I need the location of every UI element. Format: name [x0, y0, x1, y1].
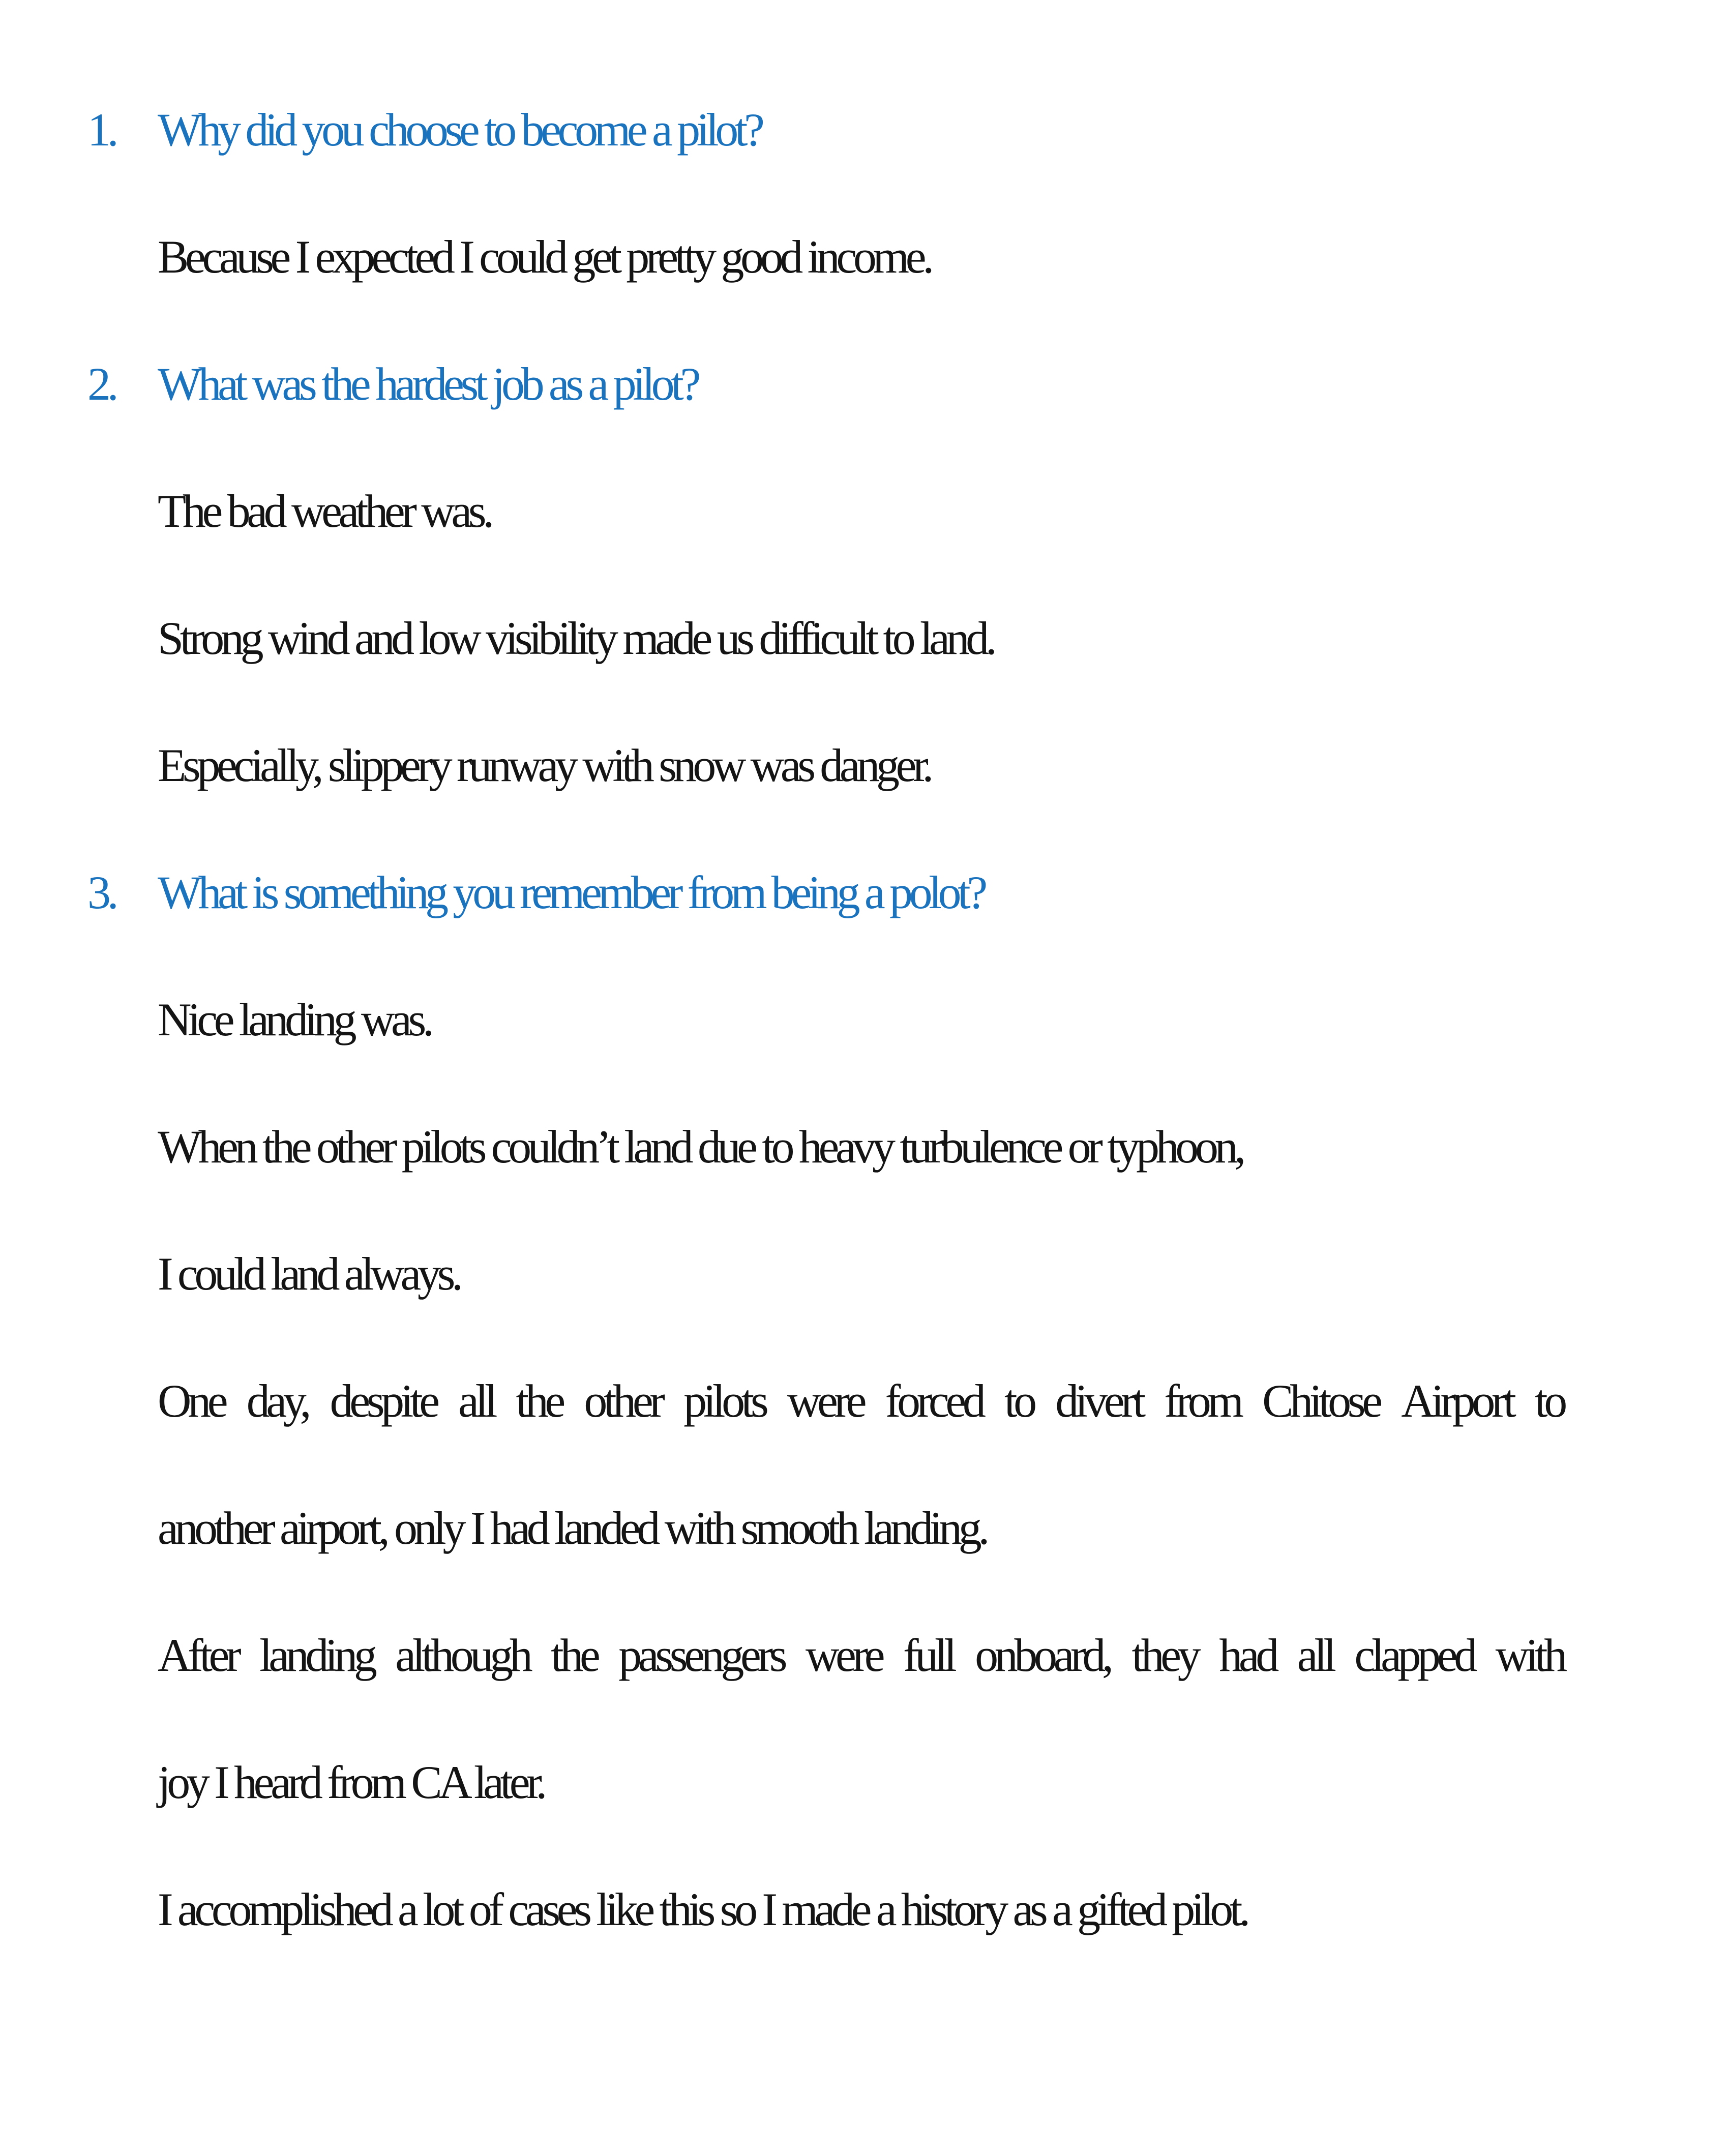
answer-line: Nice landing was. — [158, 994, 431, 1045]
list-number-2: 2. — [87, 358, 115, 410]
word: onboard, — [975, 1629, 1110, 1681]
word: were — [805, 1629, 882, 1681]
word: other — [584, 1375, 662, 1427]
word: all — [1297, 1629, 1333, 1681]
word: with — [1495, 1629, 1564, 1681]
question-line-1 — [0, 66, 1728, 193]
word: the — [551, 1629, 597, 1681]
answer-line: I accomplished a lot of cases like this so I made a history as a gifted pilot. — [158, 1883, 1247, 1935]
answer-line: Especially, slippery runway with snow was danger. — [158, 739, 930, 791]
word: from — [1164, 1375, 1240, 1427]
word: despite — [330, 1375, 436, 1427]
word: One — [158, 1375, 225, 1427]
question-text-3: What is something you remember from being a polot? — [158, 866, 984, 918]
word: divert — [1055, 1375, 1142, 1427]
answer-line: another airport, only I had landed with smooth landing. — [158, 1502, 986, 1554]
answer-line: When the other pilots couldn’t land due to heavy turbulence or typhoon, — [158, 1121, 1242, 1173]
answer-line: Strong wind and low visibility made us difficult to land. — [158, 612, 994, 664]
list-number-3: 3. — [87, 866, 115, 918]
word: landing — [259, 1629, 374, 1681]
question-line-2 — [0, 320, 1728, 447]
word: all — [458, 1375, 494, 1427]
word: they — [1131, 1629, 1198, 1681]
answer-line: joy I heard from CA later. — [158, 1756, 544, 1808]
word: clapped — [1354, 1629, 1474, 1681]
word: day, — [246, 1375, 308, 1427]
word: passengers — [618, 1629, 784, 1681]
answer-line: Because I expected I could get pretty good income. — [158, 231, 931, 283]
word: to — [1004, 1375, 1033, 1427]
word: the — [516, 1375, 562, 1427]
answer-line — [0, 1337, 1728, 1464]
word: were — [787, 1375, 863, 1427]
answer-line: The bad weather was. — [158, 485, 491, 537]
word: had — [1219, 1629, 1275, 1681]
word: full — [903, 1629, 954, 1681]
question-line-3 — [0, 829, 1728, 956]
answer-line: I could land always. — [158, 1248, 460, 1300]
word: to — [1535, 1375, 1564, 1427]
list-number-1: 1. — [87, 104, 115, 156]
word: forced — [885, 1375, 982, 1427]
word: Chitose — [1262, 1375, 1379, 1427]
word: After — [158, 1629, 238, 1681]
question-text-2: What was the hardest job as a pilot? — [158, 358, 697, 410]
answer-line — [0, 1592, 1728, 1719]
word: although — [395, 1629, 529, 1681]
word: Airport — [1401, 1375, 1513, 1427]
question-text-1: Why did you choose to become a pilot? — [158, 104, 761, 156]
word: pilots — [683, 1375, 765, 1427]
